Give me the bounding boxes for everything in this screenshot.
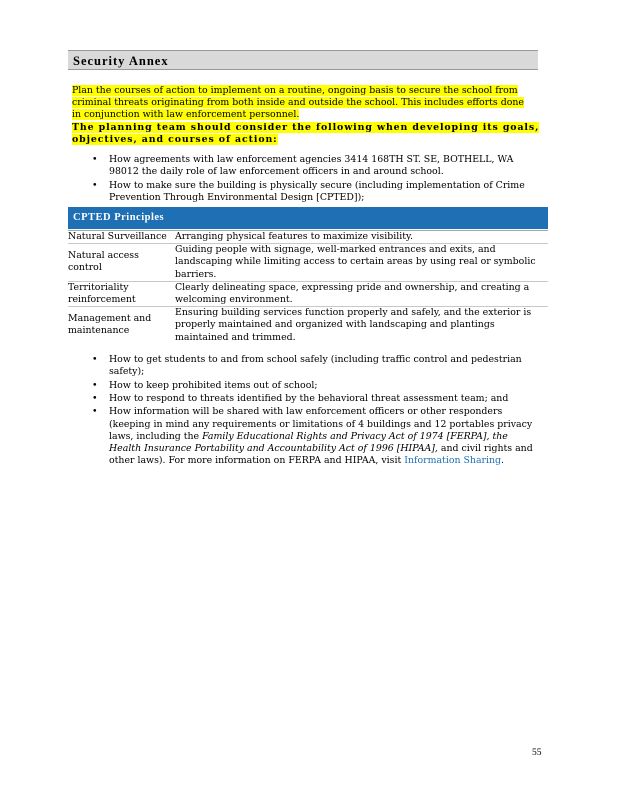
intro-block (72, 85, 542, 146)
cpted-key: Management and maintenance (68, 307, 175, 344)
intro-line-3: in conjunction with law enforcement personnel. (72, 109, 300, 121)
list-item: • How to get students to and from school safely (including traffic control and pedestrian safety); (92, 354, 542, 378)
cpted-header: CPTED Principles (68, 207, 548, 229)
list-item: • How to respond to threats identified by the behavioral threat assessment team; and (92, 393, 542, 405)
cpted-value: Arranging physical features to maximize visibility. (175, 231, 548, 244)
cpted-key: Natural Surveillance (68, 231, 175, 244)
cpted-value: Guiding people with signage, well-marked entrances and exits, and landscaping while limiting access to certain areas by using real or symbolic barriers. (175, 244, 548, 282)
section-title: Security Annex (68, 50, 538, 70)
cpted-key: Territoriality reinforcement (68, 281, 175, 306)
list-item: • How to keep prohibited items out of school; (92, 380, 542, 392)
cpted-value: Ensuring building services function properly and safely, and the exterior is properly maintained and organized with landscaping and plantings maintained and trimmed. (175, 307, 548, 344)
info-sharing-text-2: and civil rights and other laws). For more information on FERPA and HIPAA, visit (109, 442, 533, 467)
cpted-table (68, 230, 548, 344)
table-row (68, 307, 548, 344)
list-item: • How agreements with law enforcement agencies 3414 168TH ST. SE, BOTHELL, WA 98012 the daily role of law enforcement officers in and around school. (92, 154, 542, 178)
information-sharing-link[interactable]: Information Sharing (404, 455, 502, 467)
intro-line-2: criminal threats originating from both inside and outside the school. This includes efforts done (72, 97, 524, 109)
list-item (92, 406, 542, 467)
period: . (501, 455, 505, 467)
list-item: • How to make sure the building is physically secure (including implementation of Crime Prevention Through Environmental Design [CPTED]); (92, 180, 542, 204)
cpted-value: Clearly delineating space, expressing pride and ownership, and creating a welcoming environment. (175, 281, 548, 306)
table-row (68, 244, 548, 282)
planning-heading-line-2: objectives, and courses of action: (72, 133, 278, 145)
laws-italic-text: Family Educational Rights and Privacy Act of 1974 [FERPA], the Health Insurance Portability and Accountability Act of 1996 [HIPAA], (109, 430, 508, 454)
info-sharing-text: How information will be shared with law enforcement officers or other responders (keeping in mind any requirements or limitations of 4 buildings and 12 portables privacy laws, including the (109, 406, 533, 442)
table-row (68, 231, 548, 244)
bullet-list-bottom (92, 354, 542, 469)
bullet-list-top (92, 154, 542, 205)
cpted-key: Natural access control (68, 244, 175, 282)
table-row (68, 281, 548, 306)
planning-heading-line-1: The planning team should consider the following when developing its goals, (72, 121, 540, 133)
page-number: 55 (532, 748, 542, 758)
intro-line-1: Plan the courses of action to implement on a routine, ongoing basis to secure the school from (72, 85, 518, 96)
